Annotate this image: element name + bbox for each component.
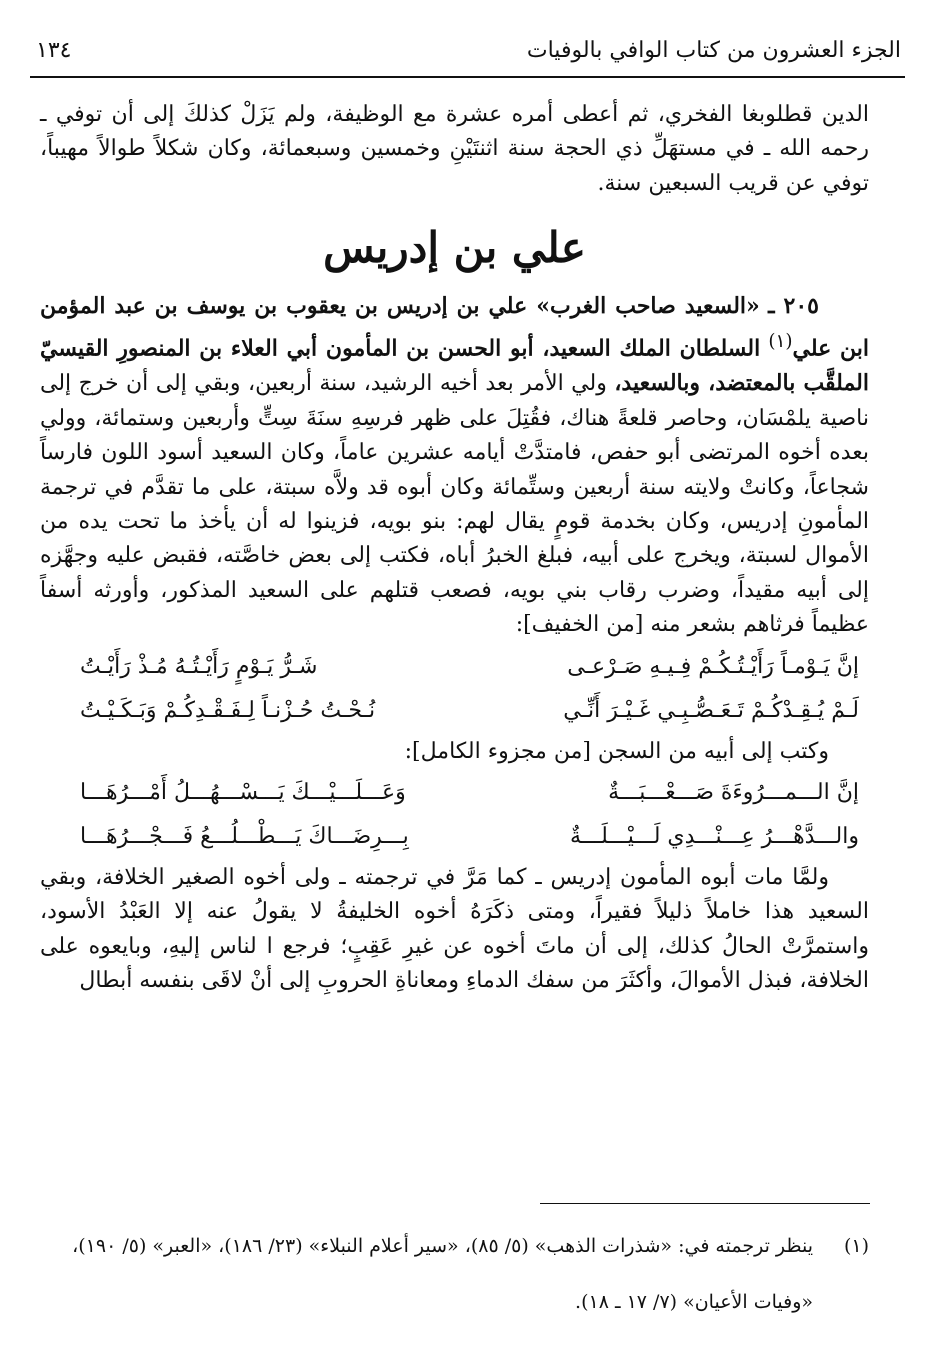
section-title: علي بن إدريس xyxy=(323,223,586,273)
footnote xyxy=(40,1218,869,1330)
verse-second-hemistich: شَـرُّ يَـوْمٍ رَأَيْـتُـهُ مُـذْ رَأَيْـتُ xyxy=(80,653,318,679)
poem-verse xyxy=(40,645,869,689)
verse-second-hemistich: نُـحْـتُ حُـزْنـاً لِـفَـقْـدِكُـمْ وَبَـكَـيْـتُ xyxy=(80,697,376,723)
poem-verse xyxy=(40,689,869,733)
entry-paragraph xyxy=(40,289,869,642)
poem-khafif xyxy=(40,645,869,733)
page-header xyxy=(36,30,901,70)
poem-verse xyxy=(40,815,869,859)
running-title: الجزء العشرون من كتاب الوافي بالوفيات xyxy=(526,37,901,63)
footnote-line xyxy=(40,1218,869,1274)
poem2-intro: وكتب إلى أبيه من السجن [من مجزوء الكامل]: xyxy=(404,738,829,764)
entry-text: ولي الأمر بعد أخيه الرشيد، سنة أربعين، وبقي إلى أن خرج إلى ناصية يلمْسَان، وحاصر قلعةً هناك، فقُتِلَ على ظهر فرسِهِ سنَةَ سِتٍّ وأربعين وستمائة، وولي بعده أخوه المرتضى أبو حفص، فامتدَّتْ أيامه عشرين عاماً، وكان السعيد أسود اللون فارساً شجاعاً، وكانتْ ولايته سنة أربعين وستِّمائة وكان أبوه قد ولاَّه سبتة، على ما تقدَّم في ترجمة المأمونِ إدريس، وكان بخدمة قومٍ يقال لهم: بنو بويه، فزينوا له أن يأخذ ما تحت يده من الأموال لسبتة، ويخرج على أبيه، فبلغ الخبرُ أباه، فكتب إلى بعض خاصَّته، فقبض عليه وجهَّزه إلى أبيه مقيداً، وضرب رقاب بني بويه، فصعب قتلهم على السعيد المذكور، وأورثه أسفاً عظيماً فرثاهم بشعر منه [من الخفيف]: xyxy=(40,371,869,638)
verse-second-hemistich: بِـــرِضَـــاكَ يَـــطْـــلُـــعُ فَـــجْـــرُهَـــا xyxy=(80,824,409,850)
entry-bold-lead: «السعيد صاحب الغرب» علي بن إدريس بن يعقوب بن يوسف بن عبد المؤمن ابن علي xyxy=(40,293,870,361)
entry-bold-names: السلطان الملك السعيد، أبو الحسن بن المأمون أبي العلاء بن المنصورِ القيسيّ الملقَّب بالمعتضد، وبالسعيد، xyxy=(40,334,869,397)
footnote-continuation: «وفيات الأعيان» (٧/ ١٧ ـ ١٨). xyxy=(575,1291,813,1313)
verse-second-hemistich: وَعَـــلَـــيْـــكَ يَـــسْـــهُـــلُ أَمْـــرُهَـــا xyxy=(80,780,406,806)
header-rule xyxy=(30,76,905,78)
verse-first-hemistich: لَـمْ يُـقِـدْكُـمْ تَـعَـصُّـبِـي غَـيْـرَ أَنِّـي xyxy=(563,697,859,723)
footnote-text: ينظر ترجمته في: «شذرات الذهب» (٥/ ٨٥)، «سير أعلام النبلاء» (٢٣/ ١٨٦)، «العبر» (٥/ ١٩٠)، xyxy=(72,1235,813,1257)
verse-first-hemistich: إنَّ الـــمـــرُوءَةَ صَـــعْـــبَـــةٌ xyxy=(608,780,859,806)
footnote-marker: (١) xyxy=(768,330,793,352)
footnote-number: (١) xyxy=(843,1235,869,1257)
footnote-rule xyxy=(540,1203,870,1204)
page-number: ١٣٤ xyxy=(36,37,72,63)
entry-number: ٢٠٥ ـ xyxy=(768,293,819,320)
poem-verse xyxy=(40,771,869,815)
page-body xyxy=(40,98,869,999)
verse-first-hemistich: والـــدَّهْـــرُ عِـــنْـــدِي لَـــيْـــلَـــةٌ xyxy=(569,824,859,850)
poem-kamil xyxy=(40,771,869,859)
verse-first-hemistich: إنَّ يَـوْمـاً رَأَيْـتُـكُـمْ فِـيـهِ صَـرْعـى xyxy=(567,653,859,679)
closing-paragraph: ولمَّا مات أبوه المأمون إدريس ـ كما مَرَّ في ترجمته ـ ولى أخوه الصغير الخلافة، وبقي السعيد هذا خاملاً ذليلاً فقيراً، ومتى ذكَرَهُ أخوه الخليفةُ لا يقولُ عنه إلا العَبْدُ الأسود، واستمرَّتْ الحالُ كذلك، إلى أن ماتَ أخوه عن غيرِ عَقِبٍ؛ فرجع ا لناس إليهِ، وبايعوه على الخلافة، فبذل الأموالَ، وأكثَرَ من سفك الدماءِ ومعاناةِ الحروبِ إلى أنْ لاقَى بنفسه أبطال xyxy=(40,865,869,994)
intro-paragraph: الدين قطلوبغا الفخري، ثم أعطى أمره عشرة مع الوظيفة، ولم يَزَلْ كذلكَ إلى أن توفي ـ رحمه الله ـ في مستهَلِّ ذي الحجة سنة اثنتَيْنِ وخمسين وسبعمائة، وكان شكلاً طوالاً مهيباً، توفي عن قريب السبعين سنة. xyxy=(40,102,869,196)
